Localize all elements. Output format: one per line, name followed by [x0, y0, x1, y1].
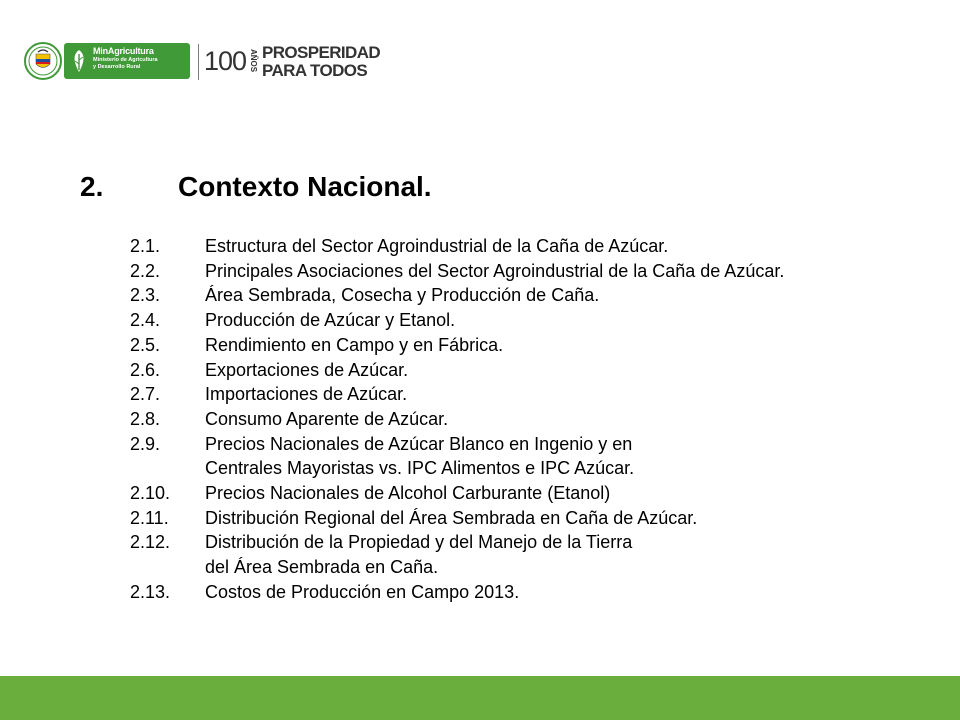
- toc-item-number: 2.8.: [130, 408, 161, 429]
- section-heading: [80, 170, 432, 204]
- toc-item: [130, 333, 930, 358]
- toc-item-number: 2.6.: [130, 359, 161, 380]
- toc-item-number: 2.10.: [130, 483, 171, 504]
- toc-item: [130, 580, 930, 605]
- ministry-name: MinAgricultura: [93, 46, 154, 56]
- toc-item: [130, 530, 930, 579]
- toc-item-line: Principales Asociaciones del Sector Agroindustrial de la Caña de Azúcar.: [205, 260, 785, 281]
- colombia-coat-of-arms-icon: [24, 42, 62, 80]
- toc-item-line: Distribución de la Propiedad y del Manejo de la Tierra: [205, 532, 633, 553]
- ministry-subtitle-line2: y Desarrollo Rural: [93, 64, 141, 70]
- toc-item: [130, 407, 930, 432]
- toc-item-line: Consumo Aparente de Azúcar.: [205, 408, 449, 429]
- toc-list: [130, 234, 930, 605]
- toc-item-line: Exportaciones de Azúcar.: [205, 359, 409, 380]
- toc-item-number: 2.1.: [130, 236, 161, 256]
- toc-item: [130, 283, 930, 308]
- toc-item-number: 2.12.: [130, 532, 171, 553]
- toc-item-text: [205, 407, 448, 432]
- toc-item-line: Centrales Mayoristas vs. IPC Alimentos e IPC Azúcar.: [205, 458, 635, 479]
- minagricultura-logo: [64, 43, 190, 79]
- slogan: [262, 44, 380, 80]
- ministry-subtitle-line1: Ministerio de Agricultura: [93, 57, 158, 63]
- toc-item-text: [205, 358, 408, 383]
- toc-item: [130, 234, 930, 259]
- toc-item-text: [205, 382, 407, 407]
- toc-item-text: [205, 308, 455, 333]
- toc-item-text: [205, 283, 599, 308]
- toc-item-text: [205, 580, 519, 605]
- slogan-line2: PARA TODOS: [262, 61, 368, 80]
- toc-item-number: 2.3.: [130, 285, 161, 306]
- toc-item: [130, 506, 930, 531]
- toc-item-text: [205, 506, 697, 531]
- toc-item-line: Precios Nacionales de Alcohol Carburante (Etanol): [205, 483, 611, 504]
- toc-item-line: Distribución Regional del Área Sembrada en Caña de Azúcar.: [205, 507, 698, 528]
- logo-divider: [198, 44, 199, 80]
- anniversary-word: AÑOS: [249, 49, 258, 73]
- section-number: 2.: [80, 171, 104, 202]
- header-logos: [24, 40, 394, 84]
- section-title: Contexto Nacional.: [178, 171, 432, 202]
- toc-item-text: [205, 234, 668, 259]
- anniversary-number: 100: [204, 46, 247, 76]
- toc-item-text: [205, 333, 503, 358]
- ministry-subtitle: [93, 57, 158, 71]
- footer-bar: [0, 676, 960, 720]
- toc-item-line: Estructura del Sector Agroindustrial de la Caña de Azúcar.: [205, 236, 669, 256]
- minagricultura-leaf-icon: [68, 48, 90, 74]
- toc-item: [130, 382, 930, 407]
- toc-item: [130, 308, 930, 333]
- toc-item-line: Área Sembrada, Cosecha y Producción de Caña.: [205, 285, 600, 306]
- toc-item-text: [205, 481, 610, 506]
- toc-item-number: 2.7.: [130, 384, 161, 405]
- toc-item: [130, 481, 930, 506]
- toc-item-number: 2.9.: [130, 433, 161, 454]
- toc-item-line: Precios Nacionales de Azúcar Blanco en Ingenio y en: [205, 433, 633, 454]
- toc-item-number: 2.13.: [130, 581, 171, 602]
- toc-item-number: 2.2.: [130, 260, 161, 281]
- toc-item: [130, 432, 930, 481]
- toc-item-text: [205, 432, 634, 481]
- slogan-line1: PROSPERIDAD: [262, 43, 381, 62]
- toc-item-number: 2.11.: [130, 507, 169, 528]
- toc-item-line: del Área Sembrada en Caña.: [205, 557, 439, 578]
- toc-item-number: 2.4.: [130, 310, 161, 331]
- toc-item-line: Costos de Producción en Campo 2013.: [205, 581, 520, 602]
- toc-item-line: Rendimiento en Campo y en Fábrica.: [205, 334, 504, 355]
- toc-item-number: 2.5.: [130, 334, 161, 355]
- toc-item-line: Importaciones de Azúcar.: [205, 384, 408, 405]
- toc-item: [130, 358, 930, 383]
- toc-item-text: [205, 530, 632, 579]
- toc-item-text: [205, 259, 784, 284]
- toc-item-line: Producción de Azúcar y Etanol.: [205, 310, 456, 331]
- toc-item: [130, 259, 930, 284]
